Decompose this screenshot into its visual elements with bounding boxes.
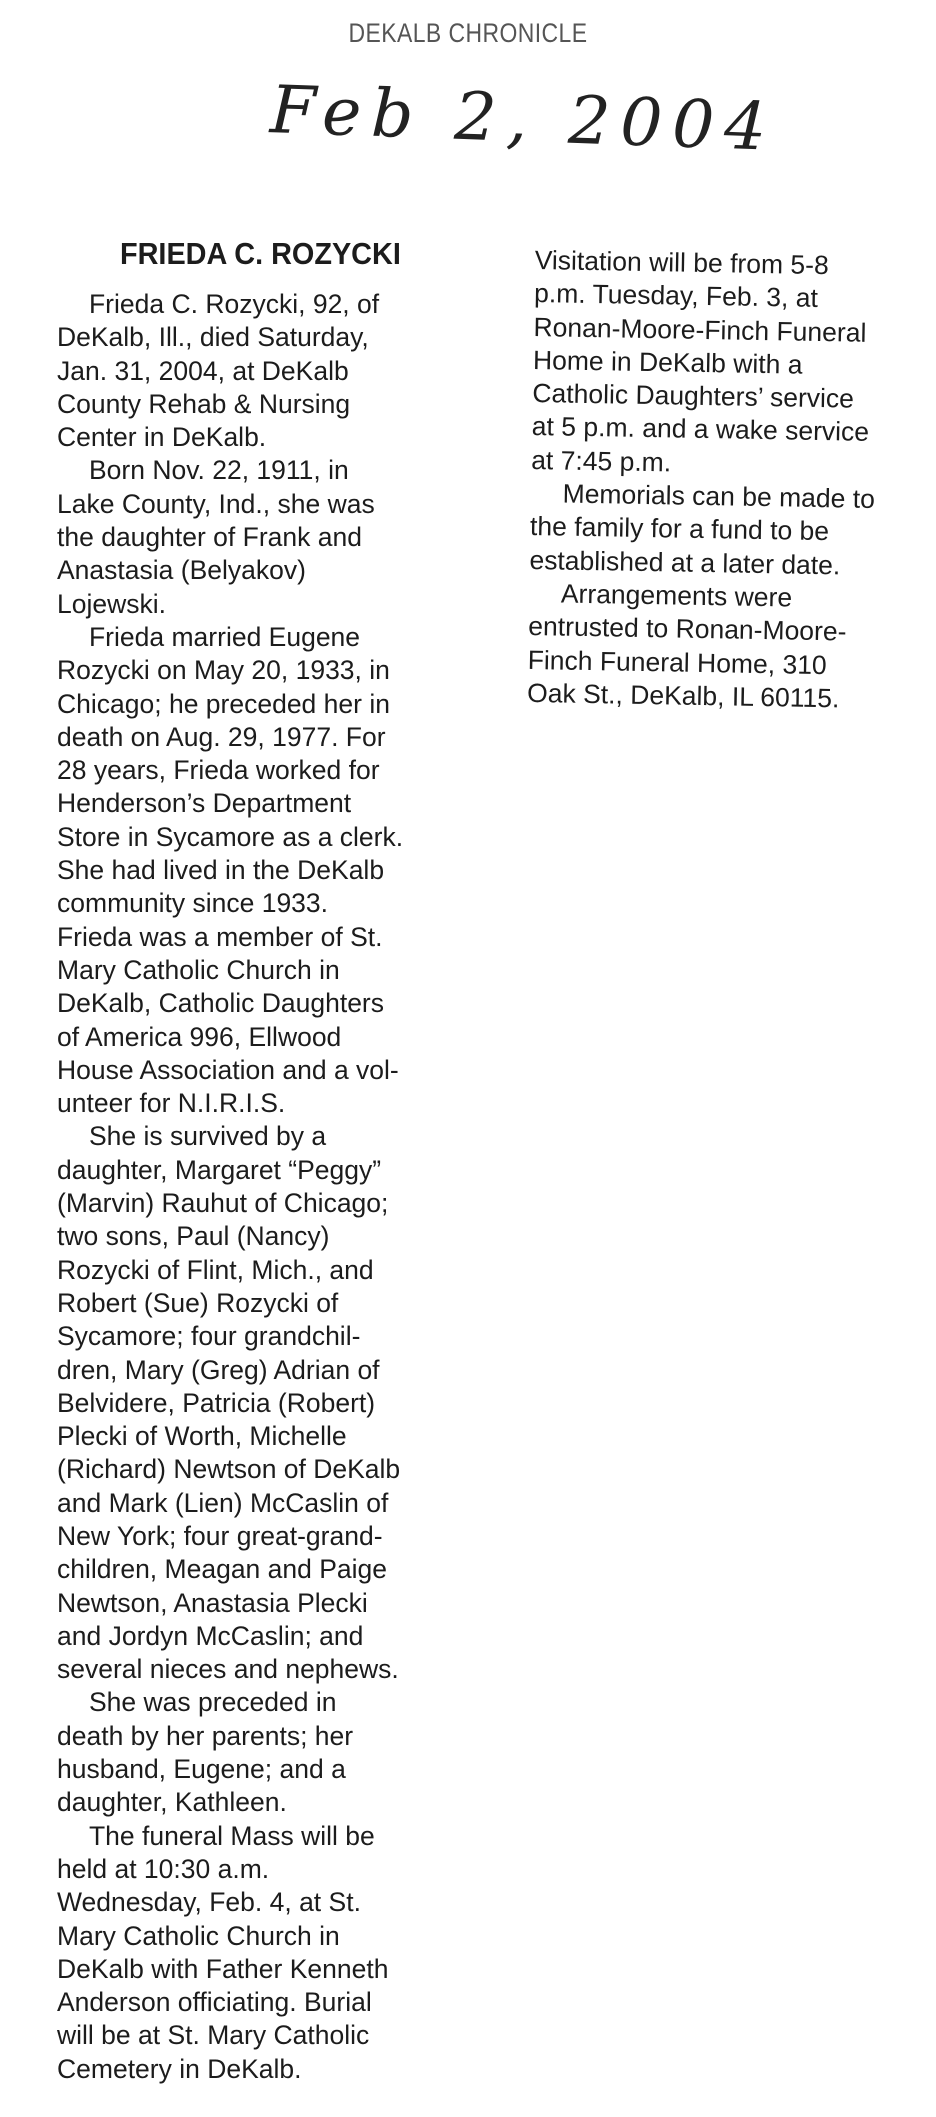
text-line: Lake County, Ind., she was <box>57 488 375 519</box>
text-line: entrusted to Ronan-Moore- <box>528 611 847 647</box>
text-line: Jan. 31, 2004, at DeKalb <box>57 355 349 386</box>
text-line: Anderson officiating. Burial <box>57 1987 372 2018</box>
text-line: husband, Eugene; and a <box>57 1754 346 1785</box>
text-line: Sycamore; four grandchil- <box>57 1321 361 1352</box>
text-line: Plecki of Worth, Michelle <box>57 1421 347 1452</box>
text-line: Store in Sycamore as a clerk. <box>57 821 404 852</box>
text-line: and Jordyn McCaslin; and <box>57 1620 364 1651</box>
text-line: Catholic Daughters’ service <box>532 378 855 414</box>
text-line: unteer for N.I.R.I.S. <box>57 1088 286 1119</box>
text-line: death on Aug. 29, 1977. For <box>57 721 386 752</box>
text-line: Mary Catholic Church in <box>57 1920 340 1951</box>
text-line: Frieda was a member of St. <box>57 921 383 952</box>
text-line: Home in DeKalb with a <box>532 344 803 380</box>
text-line: Arrangements were <box>560 578 793 613</box>
text-line: Ronan-Moore-Finch Funeral <box>533 311 867 348</box>
text-line: DeKalb, Ill., died Saturday, <box>57 322 369 353</box>
text-line: death by her parents; her <box>57 1720 354 1751</box>
text-line: She is survived by a <box>89 1121 327 1152</box>
text-line: held at 10:30 a.m. <box>57 1853 270 1884</box>
text-line: Rozycki of Flint, Mich., and <box>57 1254 374 1285</box>
obituary-headline: FRIEDA C. ROZYCKI <box>120 236 401 271</box>
text-line: DeKalb, Catholic Daughters <box>57 988 385 1019</box>
text-line: DeKalb with Father Kenneth <box>57 1953 389 1984</box>
text-line: New York; four great-grand- <box>57 1520 383 1551</box>
text-line: children, Meagan and Paige <box>57 1554 388 1585</box>
text-line: Center in DeKalb. <box>57 422 267 453</box>
text-line: County Rehab & Nursing <box>57 388 351 419</box>
text-line: Chicago; he preceded her in <box>57 688 390 719</box>
text-line: two sons, Paul (Nancy) <box>57 1221 330 1252</box>
handwritten-date: Feb 2, 2004 <box>268 71 778 166</box>
text-line: Anastasia (Belyakov) <box>57 555 306 586</box>
text-line: Wednesday, Feb. 4, at St. <box>57 1887 361 1918</box>
text-line: Robert (Sue) Rozycki of <box>57 1287 339 1318</box>
text-line: The funeral Mass will be <box>89 1820 375 1851</box>
text-line: and Mark (Lien) McCaslin of <box>57 1487 389 1518</box>
text-line: daughter, Margaret “Peggy” <box>57 1154 382 1185</box>
newspaper-masthead: DEKALB CHRONICLE <box>348 18 588 48</box>
text-line: Mary Catholic Church in <box>57 954 340 985</box>
text-line: several nieces and nephews. <box>57 1654 399 1685</box>
text-line: (Richard) Newtson of DeKalb <box>57 1454 401 1485</box>
text-line: Frieda married Eugene <box>89 621 361 652</box>
text-line: Visitation will be from 5-8 <box>534 244 830 281</box>
text-line: Oak St., DeKalb, IL 60115. <box>526 677 840 714</box>
text-line: will be at St. Mary Catholic <box>57 2020 370 2051</box>
text-line: Lojewski. <box>57 588 166 619</box>
text-line: at 5 p.m. and a wake service <box>531 411 870 448</box>
text-line: Rozycki on May 20, 1933, in <box>57 655 390 686</box>
text-line: the daughter of Frank and <box>57 522 362 553</box>
text-line: Finch Funeral Home, 310 <box>527 644 827 680</box>
obituary-column-1 <box>57 288 403 2086</box>
text-line: House Association and a vol- <box>57 1054 399 1085</box>
text-line: dren, Mary (Greg) Adrian of <box>57 1354 380 1385</box>
text-line: p.m. Tuesday, Feb. 3, at <box>533 278 819 314</box>
text-line: 28 years, Frieda worked for <box>57 755 380 786</box>
text-line: the family for a fund to be <box>529 511 830 547</box>
text-line: Newtson, Anastasia Plecki <box>57 1587 368 1618</box>
text-line: (Marvin) Rauhut of Chicago; <box>57 1188 389 1219</box>
text-line: She was preceded in <box>89 1687 337 1718</box>
text-line: of America 996, Ellwood <box>57 1021 342 1052</box>
text-line: established at a later date. <box>529 544 841 581</box>
text-line: She had lived in the DeKalb <box>57 855 385 886</box>
text-line: Frieda C. Rozycki, 92, of <box>89 289 380 319</box>
text-line: Cemetery in DeKalb. <box>57 2053 302 2084</box>
text-line: community since 1933. <box>57 888 329 919</box>
text-line: Belvidere, Patricia (Robert) <box>57 1387 376 1418</box>
text-line: daughter, Kathleen. <box>57 1787 287 1818</box>
obituary-column-2 <box>527 244 879 716</box>
text-line: Memorials can be made to <box>562 478 876 515</box>
text-line: Born Nov. 22, 1911, in <box>89 455 349 486</box>
text-line: Henderson’s Department <box>57 788 352 819</box>
text-line: at 7:45 p.m. <box>530 444 672 478</box>
